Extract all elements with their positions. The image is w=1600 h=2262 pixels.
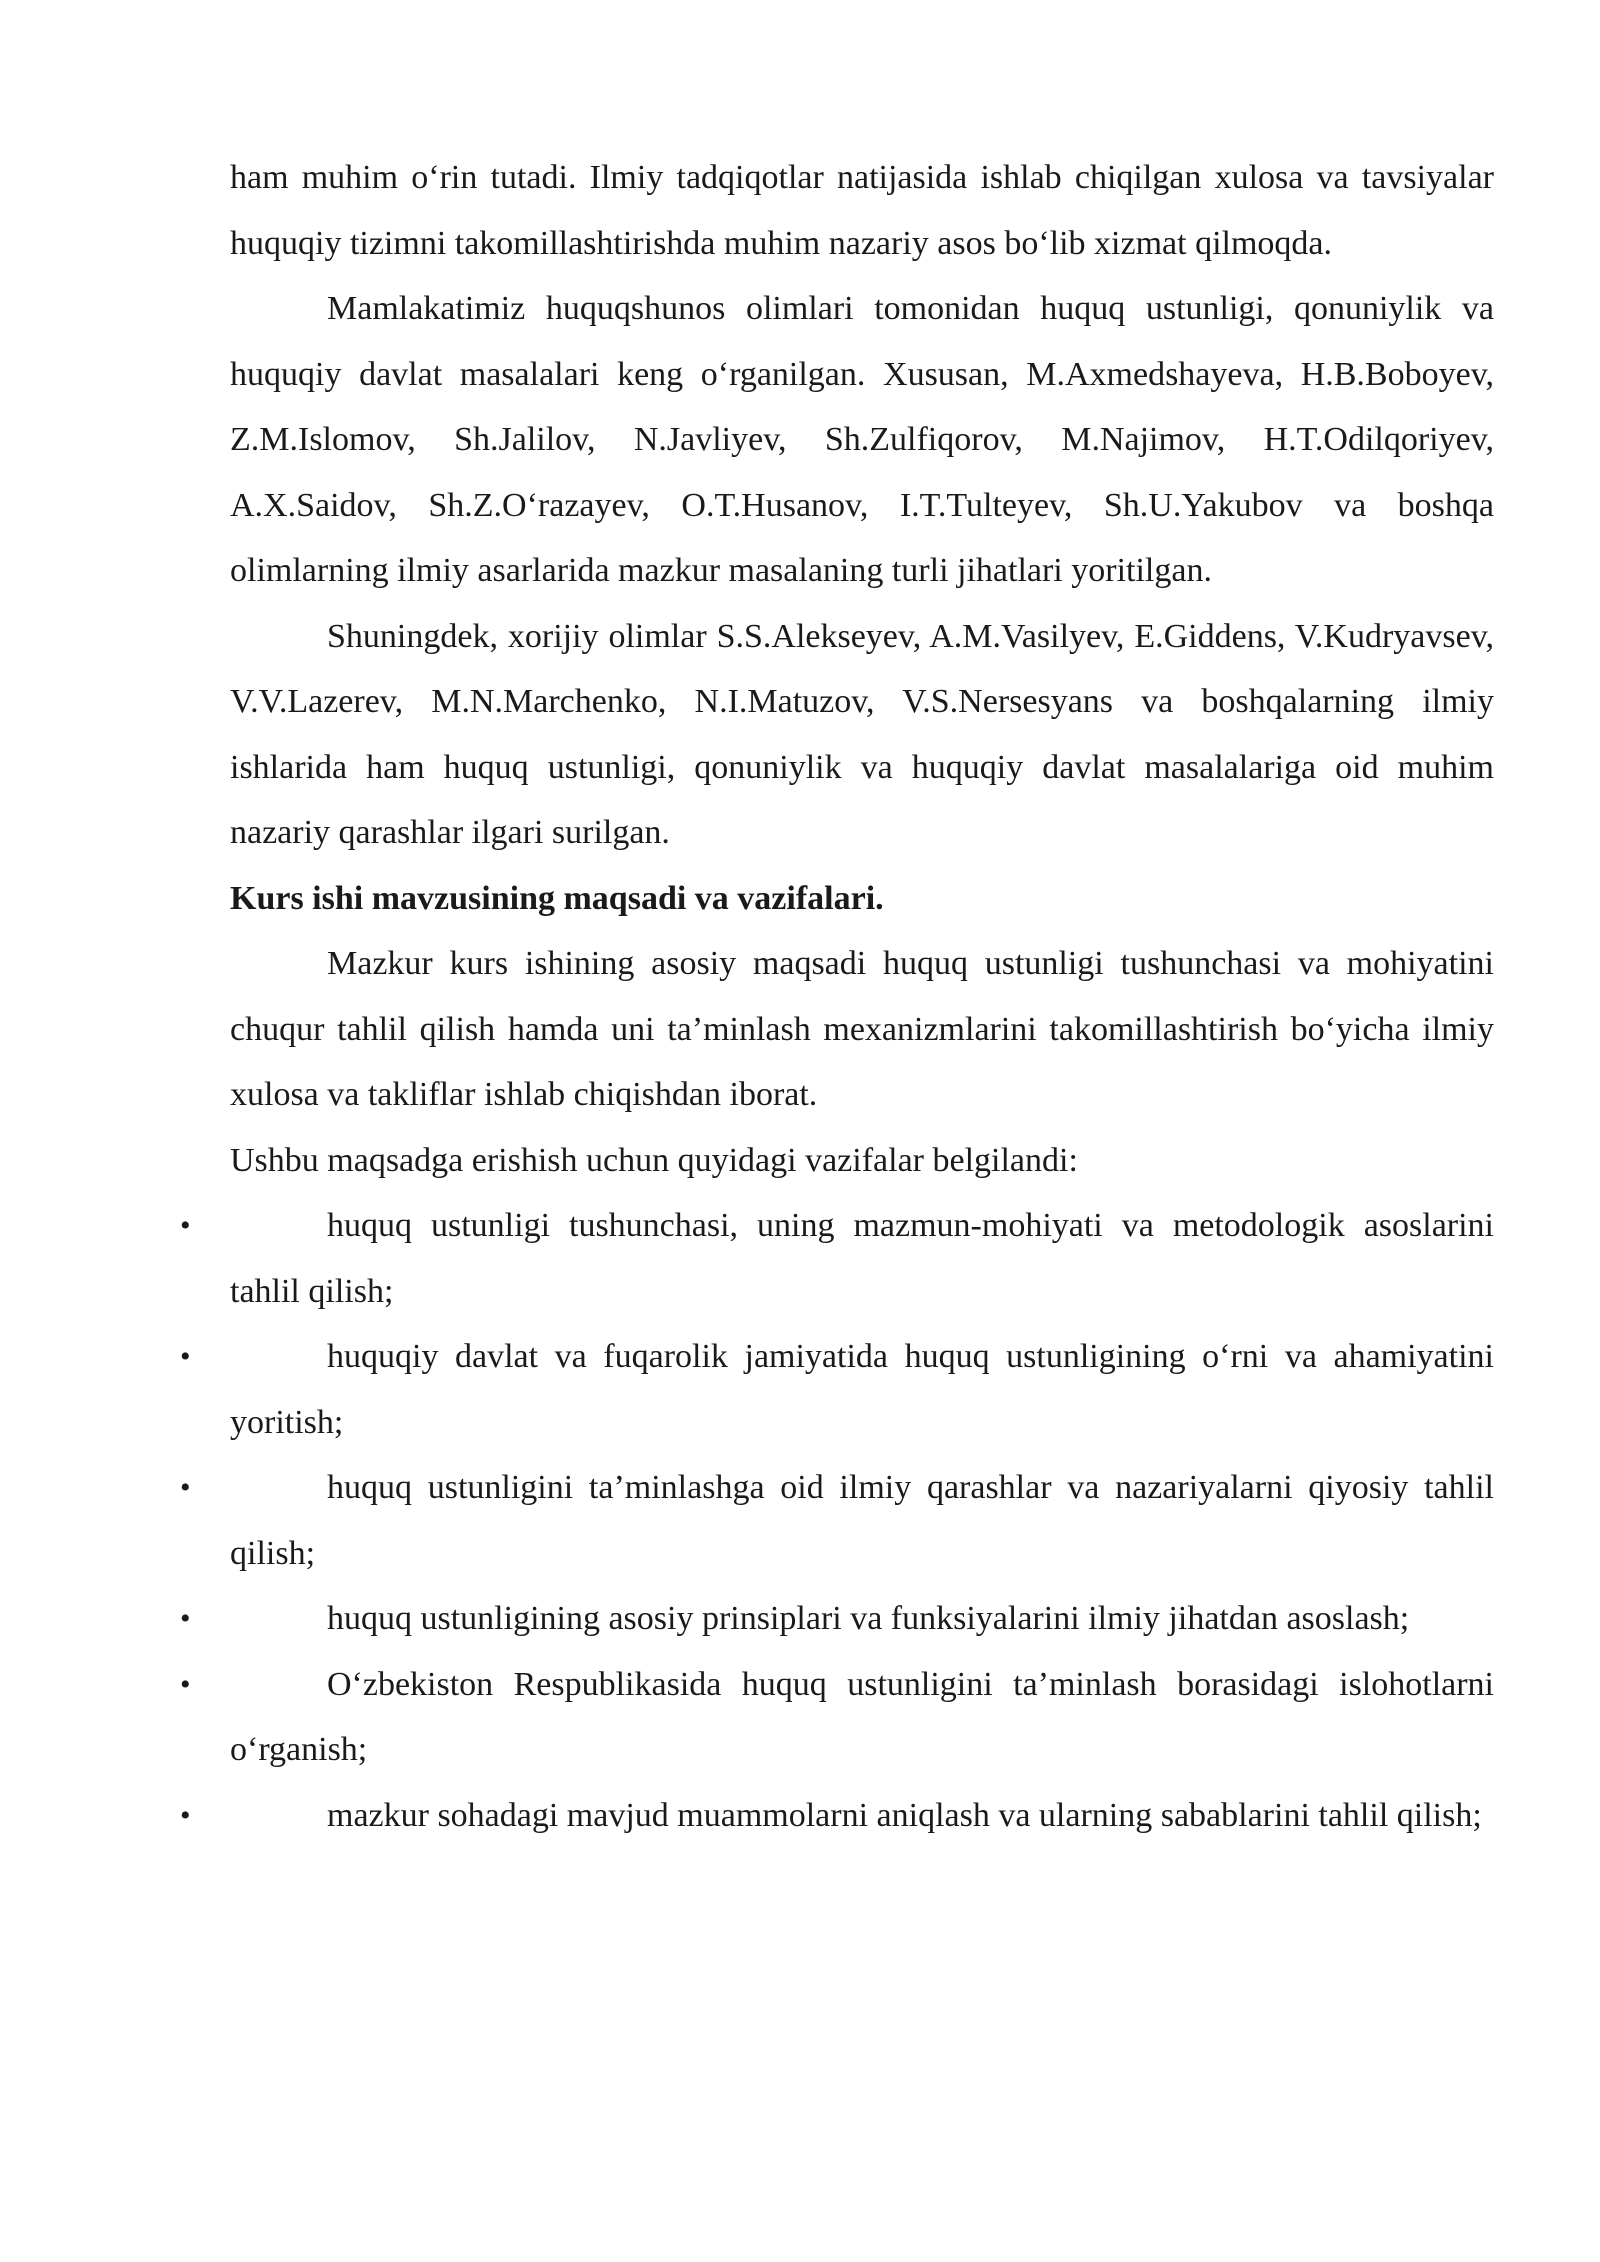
bullet-icon: • bbox=[180, 1798, 191, 1832]
document-body bbox=[180, 145, 1494, 1848]
bullet-icon: • bbox=[180, 1471, 191, 1504]
list-item-text: huquq ustunligining asosiy prinsiplari va funksiyalarini ilmiy jihatdan asoslash; bbox=[327, 1600, 1410, 1637]
bullet-icon: • bbox=[180, 1209, 191, 1242]
section-heading: Kurs ishi mavzusining maqsadi va vazifalari. bbox=[230, 879, 884, 917]
paragraph-foreign-scholars: Shuningdek, xorijiy olimlar S.S.Alekseyev, A.M.Vasilyev, E.Giddens, V.Kudryavsev, V.V.Lazerev, M.N.Marchenko, N.I.Matuzov, V.S.Nersesyans va boshqalarning ilmiy ishlarida ham huquq ustunligi, qonuniylik va huquqiy davlat masalalariga oid muhim nazariy qarashlar ilgari surilgan. bbox=[230, 617, 1494, 851]
list-item-text: O‘zbekiston Respublikasida huquq ustunligini ta’minlash borasidagi islohotlarni o‘rganish; bbox=[230, 1665, 1494, 1768]
list-item bbox=[180, 1652, 1494, 1783]
list-item-text: mazkur sohadagi mavjud muammolarni aniqlash va ularning sabablarini tahlil qilish; bbox=[327, 1796, 1482, 1834]
list-item bbox=[180, 1193, 1494, 1324]
list-item bbox=[180, 1586, 1494, 1652]
list-item-text: huquq ustunligi tushunchasi, uning mazmun-mohiyati va metodologik asoslarini tahlil qilish; bbox=[230, 1207, 1494, 1310]
paragraph-goal: Mazkur kurs ishining asosiy maqsadi huquq ustunligi tushunchasi va mohiyatini chuqur tahlil qilish hamda uni ta’minlash mexanizmlarini takomillashtirish bo‘yicha ilmiy xulosa va takliflar ishlab chiqishdan iborat. bbox=[230, 945, 1494, 1113]
bullet-icon: • bbox=[180, 1340, 191, 1373]
bullet-icon: • bbox=[180, 1667, 191, 1701]
list-item-text: huquq ustunligini ta’minlashga oid ilmiy qarashlar va nazariyalarni qiyosiy tahlil qilish; bbox=[230, 1469, 1494, 1572]
list-item-text: huquqiy davlat va fuqarolik jamiyatida huquq ustunligining o‘rni va ahamiyatini yoritish; bbox=[230, 1338, 1494, 1441]
list-item bbox=[180, 1455, 1494, 1586]
bullet-icon: • bbox=[180, 1602, 191, 1635]
task-list bbox=[180, 1193, 1494, 1848]
paragraph-continuation: ham muhim o‘rin tutadi. Ilmiy tadqiqotlar natijasida ishlab chiqilgan xulosa va tavsiyalar huquqiy tizimni takomillashtirishda muhim nazariy asos bo‘lib xizmat qilmoqda. bbox=[230, 159, 1494, 262]
list-item bbox=[180, 1783, 1494, 1849]
paragraph-local-scholars: Mamlakatimiz huquqshunos olimlari tomonidan huquq ustunligi, qonuniylik va huquqiy davlat masalalari keng o‘rganilgan. Xususan, M.Axmedshayeva, H.B.Boboyev, Z.M.Islomov, Sh.Jalilov, N.Javliyev, Sh.Zulfiqorov, M.Najimov, H.T.Odilqoriyev, A.X.Saidov, Sh.Z.O‘razayev, O.T.Husanov, I.T.Tulteyev, Sh.U.Yakubov va boshqa olimlarning ilmiy asarlarida mazkur masalaning turli jihatlari yoritilgan. bbox=[230, 290, 1494, 589]
paragraph-tasks-intro: Ushbu maqsadga erishish uchun quyidagi vazifalar belgilandi: bbox=[230, 1141, 1078, 1179]
list-item bbox=[180, 1324, 1494, 1455]
